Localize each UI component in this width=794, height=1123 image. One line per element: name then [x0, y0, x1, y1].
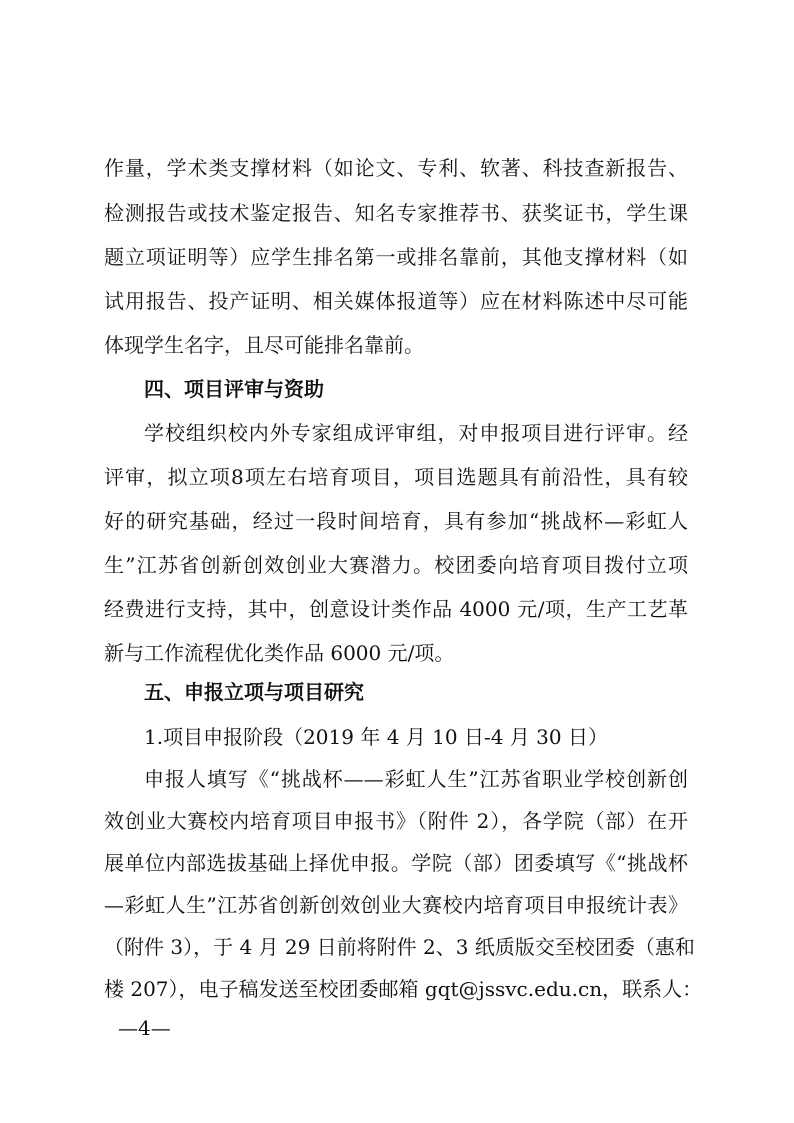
- body-line: 经费进行支持，其中，创意设计类作品 4000 元/项，生产工艺革: [104, 597, 688, 621]
- section-heading-review-funding: 四、项目评审与资助: [144, 377, 324, 401]
- body-line: 展单位内部选拔基础上择优申报。学院（部）团委填写《“挑战杯: [104, 851, 688, 875]
- body-line: 效创业大赛校内培育项目申报书》（附件 2），各学院（部）在开: [104, 809, 688, 833]
- body-line: 新与工作流程优化类作品 6000 元/项。: [104, 641, 455, 665]
- body-line: 申报人填写《“挑战杯——彩虹人生”江苏省职业学校创新创: [144, 767, 688, 791]
- body-line: 好的研究基础，经过一段时间培育，具有参加“挑战杯—彩虹人: [104, 509, 688, 533]
- body-line: 作量，学术类支撑材料（如论文、专利、软著、科技查新报告、: [104, 156, 688, 180]
- page-number: —4—: [118, 1016, 171, 1040]
- body-line: 检测报告或技术鉴定报告、知名专家推荐书、获奖证书，学生课: [104, 201, 688, 225]
- body-line: 评审，拟立项8项左右培育项目，项目选题具有前沿性，具有较: [104, 465, 688, 489]
- body-line: 体现学生名字，且尽可能排名靠前。: [104, 333, 424, 357]
- subsection-heading-stage-1: 1.项目申报阶段（2019 年 4 月 10 日-4 月 30 日）: [144, 725, 608, 749]
- body-line: （附件 3），于 4 月 29 日前将附件 2、3 纸质版交至校团委（惠和: [104, 935, 695, 959]
- section-heading-application: 五、申报立项与项目研究: [144, 680, 364, 704]
- body-line: —彩虹人生”江苏省创新创效创业大赛校内培育项目申报统计表》: [104, 893, 688, 917]
- body-line: 楼 207），电子稿发送至校团委邮箱 gqt@jssvc.edu.cn，联系人：: [104, 977, 703, 1001]
- body-line: 生”江苏省创新创效创业大赛潜力。校团委向培育项目拨付立项: [104, 553, 688, 577]
- body-line: 试用报告、投产证明、相关媒体报道等）应在材料陈述中尽可能: [104, 289, 688, 313]
- body-line: 学校组织校内外专家组成评审组，对申报项目进行评审。经: [144, 421, 688, 445]
- body-line: 题立项证明等）应学生排名第一或排名靠前，其他支撑材料（如: [104, 245, 688, 269]
